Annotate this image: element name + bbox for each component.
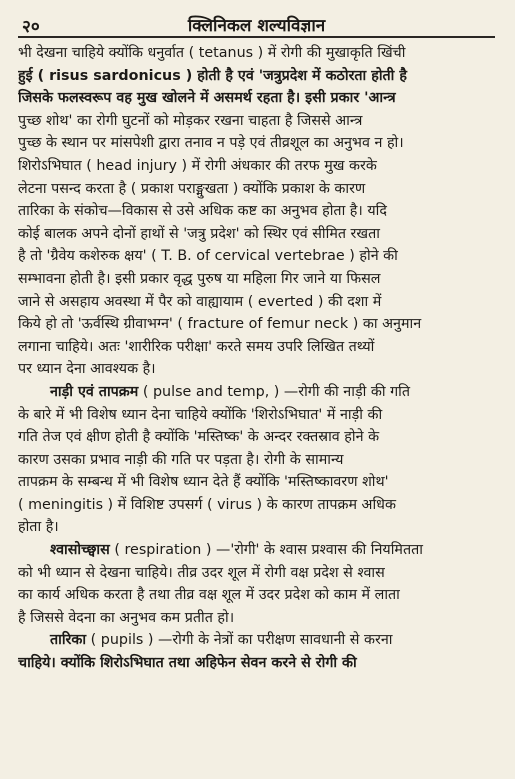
line-text: पुच्छ शोथ' का रोगी घुटनों को मोड़कर रखना चाहता है जिससे आन्त्र [18, 112, 363, 129]
line-text: पुच्छ के स्थान पर मांसपेशी द्वारा तनाव न पड़े एवं तीव्रशूल का अनुभव न हो। [18, 135, 404, 152]
page-number: २० [22, 17, 40, 37]
text-line [18, 539, 495, 562]
line-text: लगाना चाहिये। अतः 'शारीरिक परीक्षा' करते समय उपरि लिखित तथ्यों [18, 338, 375, 355]
line-text: हुई ( risus sardonicus ) होती है एवं 'जत्रुप्रदेश में कठोरता होती है [18, 67, 407, 84]
text-line [18, 494, 495, 517]
text-line [18, 562, 495, 585]
section-heading: श्वासोच्छ्वास [50, 542, 110, 559]
page-header [18, 10, 495, 38]
line-text: के बारे में भी विशेष ध्यान देना चाहिये क्योंकि 'शिरोऽभिघात' में नाड़ी की [18, 406, 383, 423]
line-text: तापक्रम के सम्बन्ध में भी विशेष ध्यान देते हैं क्योंकि 'मस्तिष्कावरण शोथ' [18, 474, 389, 491]
text-line [18, 426, 495, 449]
line-text: ( respiration ) —'रोगी' के श्वास प्रश्वास की नियमितता [109, 542, 423, 559]
text-line [18, 42, 495, 65]
body-text [18, 42, 495, 675]
text-line [18, 381, 495, 404]
line-text: गति तेज एवं क्षीण होती है क्योंकि 'मस्तिष्क' के अन्दर रक्तस्राव होने के [18, 429, 380, 446]
line-text: चाहिये। क्योंकि शिरोऽभिघात तथा अहिफेन सेवन करने से रोगी की [18, 655, 357, 672]
text-line [18, 110, 495, 133]
line-text: होता है। [18, 519, 59, 536]
line-text: को भी ध्यान से देखना चाहिये। तीव्र उदर शूल में रोगी वक्ष प्रदेश से श्वास [18, 564, 385, 581]
text-line [18, 629, 495, 652]
line-text: सम्भावना होती है। इसी प्रकार वृद्ध पुरुष या महिला गिर जाने या फिसल [18, 270, 381, 287]
line-text: पर ध्यान देना आवश्यक है। [18, 361, 156, 378]
section-heading: तारिका [50, 632, 87, 649]
text-line [18, 471, 495, 494]
text-line [18, 584, 495, 607]
section-heading: नाड़ी एवं तापक्रम [50, 383, 139, 400]
line-text: लेटना पसन्द करता है ( प्रकाश पराङ्मुखता ) क्योंकि प्रकाश के कारण [18, 180, 366, 197]
text-line [18, 245, 495, 268]
text-line [18, 200, 495, 223]
text-line [18, 87, 495, 110]
line-text: शिरोऽभिघात ( head injury ) में रोगी अंधकार की तरफ मुख करके [18, 157, 377, 174]
text-line [18, 516, 495, 539]
line-text: कोई बालक अपने दोनों हाथों से 'जत्रु प्रदेश' को स्थिर एवं सीमित रखता [18, 225, 380, 242]
text-line [18, 291, 495, 314]
line-text: ( pulse and temp, ) —रोगी की नाड़ी की गति [138, 383, 410, 400]
line-text: तारिका के संकोच—विकास से उसे अधिक कष्ट का अनुभव होता है। यदि [18, 203, 387, 220]
line-text: है तो 'ग्रैवेय कशेरुक क्षय' ( T. B. of cervical vertebrae ) होने की [18, 248, 398, 265]
text-line [18, 313, 495, 336]
line-text: जाने से असहाय अवस्था में पैर को वाह्यायाम ( everted ) की दशा में [18, 293, 382, 310]
line-text: कारण उसका प्रभाव नाड़ी की गति पर पड़ता है। रोगी के सामान्य [18, 451, 344, 468]
line-text: किये हो तो 'ऊर्वस्थि ग्रीवाभग्न' ( fracture of femur neck ) का अनुमान [18, 316, 422, 333]
text-line [18, 65, 495, 88]
text-line [18, 155, 495, 178]
text-line [18, 178, 495, 201]
text-line [18, 652, 495, 675]
text-line [18, 132, 495, 155]
line-text: भी देखना चाहिये क्योंकि धनुर्वात ( tetanus ) में रोगी की मुखाकृति खिंची [18, 45, 406, 61]
line-text: ( pupils ) —रोगी के नेत्रों का परीक्षण सावधानी से करना [86, 632, 393, 649]
text-line [18, 358, 495, 381]
text-line [18, 268, 495, 291]
text-line [18, 336, 495, 359]
text-line [18, 607, 495, 630]
text-line [18, 449, 495, 472]
line-text: ( meningitis ) में विशिष्ट उपसर्ग ( virus ) के कारण तापक्रम अधिक [18, 496, 396, 513]
line-text: जिसके फलस्वरूप वह मुख खोलने में असमर्थ रहता है। इसी प्रकार 'आन्त्र [18, 90, 396, 107]
line-text: का कार्य अधिक करता है तथा तीव्र वक्ष शूल में उदर प्रदेश को काम में लाता [18, 587, 400, 604]
line-text: है जिससे वेदना का अनुभव कम प्रतीत हो। [18, 609, 235, 626]
text-line [18, 404, 495, 427]
running-title: क्लिनिकल शल्यविज्ञान [187, 16, 326, 36]
text-line [18, 223, 495, 246]
